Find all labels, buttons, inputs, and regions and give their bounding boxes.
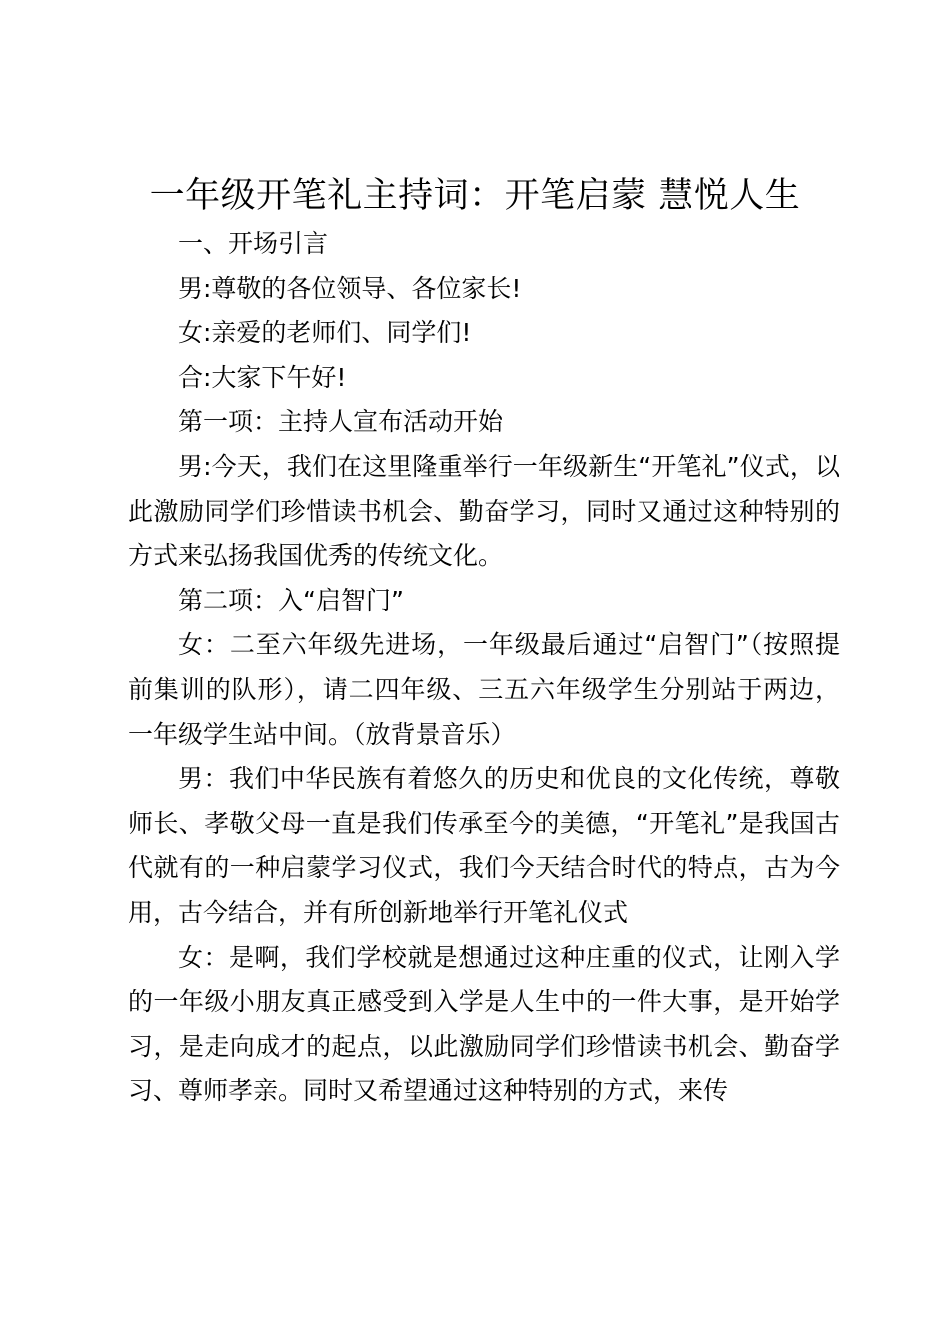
item-heading: 第一项：主持人宣布活动开始 [178, 407, 504, 437]
paragraph: 男:尊敬的各位领导、各位家长! [178, 273, 522, 303]
paragraph: 男：我们中华民族有着悠久的历史和优良的文化传统，尊敬师长、孝敬父母一直是我们传承至今的美德，“开笔礼”是我国古代就有的一种启蒙学习仪式，我们今天结合时代的特点，古为今用，古今结合，并有所创新地举行开笔礼仪式 [128, 764, 840, 927]
document-body [128, 222, 840, 1114]
paragraph: 合:大家下午好! [178, 362, 347, 392]
paragraph: 女：是啊，我们学校就是想通过这种庄重的仪式，让刚入学的一年级小朋友真正感受到入学是人生中的一件大事，是开始学习，是走向成才的起点，以此激励同学们珍惜读书机会、勤奋学习、尊师孝亲。同时又希望通过这种特别的方式，来传 [128, 942, 840, 1106]
item-heading: 第二项：入“启智门” [178, 585, 404, 615]
section-heading: 一、开场引言 [178, 229, 329, 258]
document-title: 一年级开笔礼主持词：开笔启蒙 慧悦人生 [149, 176, 801, 216]
paragraph: 女：二至六年级先进场，一年级最后通过“启智门”（按照提前集训的队形），请二四年级、三五六年级学生分别站于两边，一年级学生站中间。（放背景音乐） [128, 630, 840, 749]
paragraph: 男:今天，我们在这里隆重举行一年级新生“开笔礼”仪式，以此激励同学们珍惜读书机会、勤奋学习，同时又通过这种特别的方式来弘扬我国优秀的传统文化。 [128, 451, 840, 571]
paragraph: 女:亲爱的老师们、同学们! [178, 318, 472, 348]
